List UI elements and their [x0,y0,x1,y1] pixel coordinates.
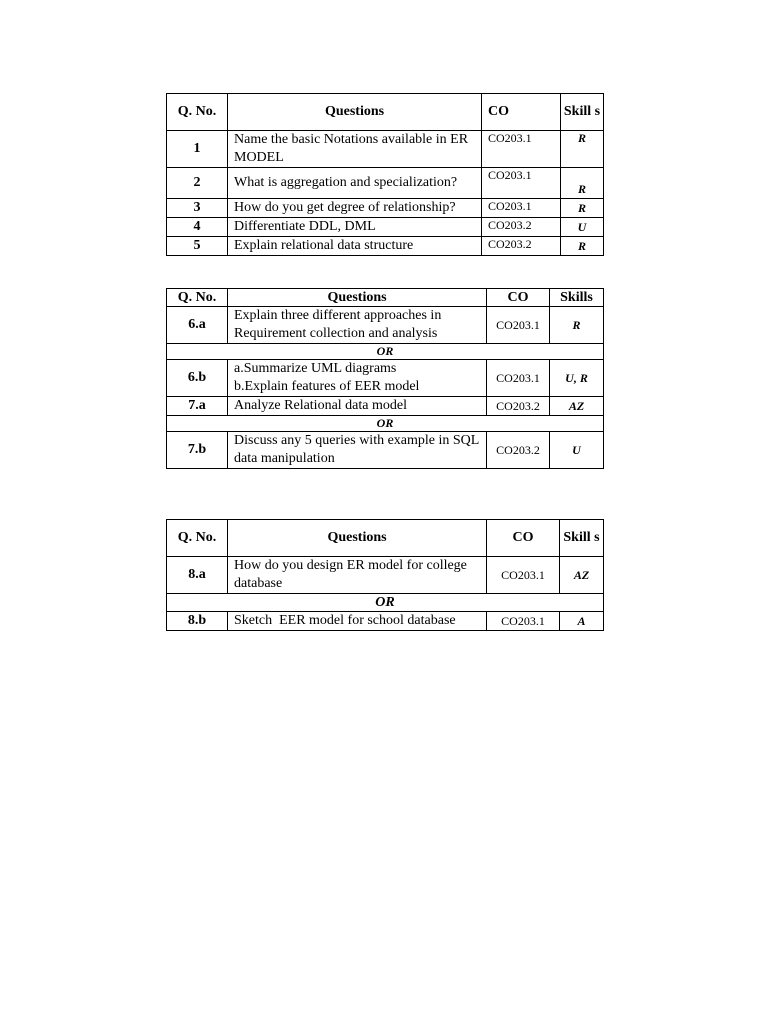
table-header-row [167,94,604,131]
course-outcome: CO203.2 [487,397,550,416]
course-outcome: CO203.1 [482,168,561,199]
table-row [167,307,604,344]
skills-header: Skills [550,289,604,307]
course-outcome: CO203.1 [482,199,561,218]
table-row [167,360,604,397]
skill-level: R [561,237,604,256]
question-text: How do you get degree of relationship? [228,199,482,218]
skill-level: R [550,307,604,344]
skill-level: U, R [550,360,604,397]
questions-header: Questions [228,94,482,131]
question-text: Differentiate DDL, DML [228,218,482,237]
table-row [167,199,604,218]
or-separator: OR [167,416,604,432]
questions-table-2 [166,288,604,469]
question-text: Discuss any 5 queries with example in SQL data manipulation [228,432,487,469]
table-row [167,397,604,416]
question-number: 5 [167,237,228,256]
question-number: 4 [167,218,228,237]
co-header: CO [482,94,561,131]
questions-table-1 [166,93,604,256]
skills-header: Skill s [561,94,604,131]
course-outcome: CO203.1 [487,557,560,594]
question-number: 6.b [167,360,228,397]
co-header: CO [487,520,560,557]
qno-header: Q. No. [167,520,228,557]
question-text: Name the basic Notations available in ER MODEL [228,131,482,168]
skill-level: U [561,218,604,237]
skill-level: R [561,168,604,199]
question-number: 8.a [167,557,228,594]
table-row [167,218,604,237]
course-outcome: CO203.1 [487,360,550,397]
course-outcome: CO203.1 [487,307,550,344]
skills-header: Skill s [560,520,604,557]
or-row [167,594,604,612]
table-row [167,612,604,631]
table-row [167,432,604,469]
question-text: Explain relational data structure [228,237,482,256]
skill-level: AZ [560,557,604,594]
question-text: Sketch EER model for school database [228,612,487,631]
question-text [228,360,487,397]
skill-level: U [550,432,604,469]
qno-header: Q. No. [167,94,228,131]
skill-level: R [561,199,604,218]
questions-table-3 [166,519,604,631]
table-row [167,237,604,256]
or-row [167,344,604,360]
table-header-row [167,520,604,557]
skill-level: R [561,131,604,168]
skill-level: A [560,612,604,631]
question-number: 1 [167,131,228,168]
skill-level: AZ [550,397,604,416]
question-text: Analyze Relational data model [228,397,487,416]
questions-header: Questions [228,289,487,307]
qno-header: Q. No. [167,289,228,307]
question-number: 7.b [167,432,228,469]
course-outcome: CO203.1 [482,131,561,168]
question-line: a.Summarize UML diagrams [234,361,397,376]
table-row [167,557,604,594]
question-text: Explain three different approaches in Requirement collection and analysis [228,307,487,344]
question-number: 6.a [167,307,228,344]
question-number: 8.b [167,612,228,631]
or-row [167,416,604,432]
question-number: 7.a [167,397,228,416]
question-number: 2 [167,168,228,199]
course-outcome: CO203.2 [482,237,561,256]
course-outcome: CO203.2 [482,218,561,237]
table-header-row [167,289,604,307]
or-separator: OR [167,594,604,612]
co-header: CO [487,289,550,307]
course-outcome: CO203.1 [487,612,560,631]
table-row [167,131,604,168]
question-text: How do you design ER model for college database [228,557,487,594]
question-line: b.Explain features of EER model [234,379,420,394]
question-text: What is aggregation and specialization? [228,168,482,199]
table-row [167,168,604,199]
question-number: 3 [167,199,228,218]
questions-header: Questions [228,520,487,557]
or-separator: OR [167,344,604,360]
course-outcome: CO203.2 [487,432,550,469]
